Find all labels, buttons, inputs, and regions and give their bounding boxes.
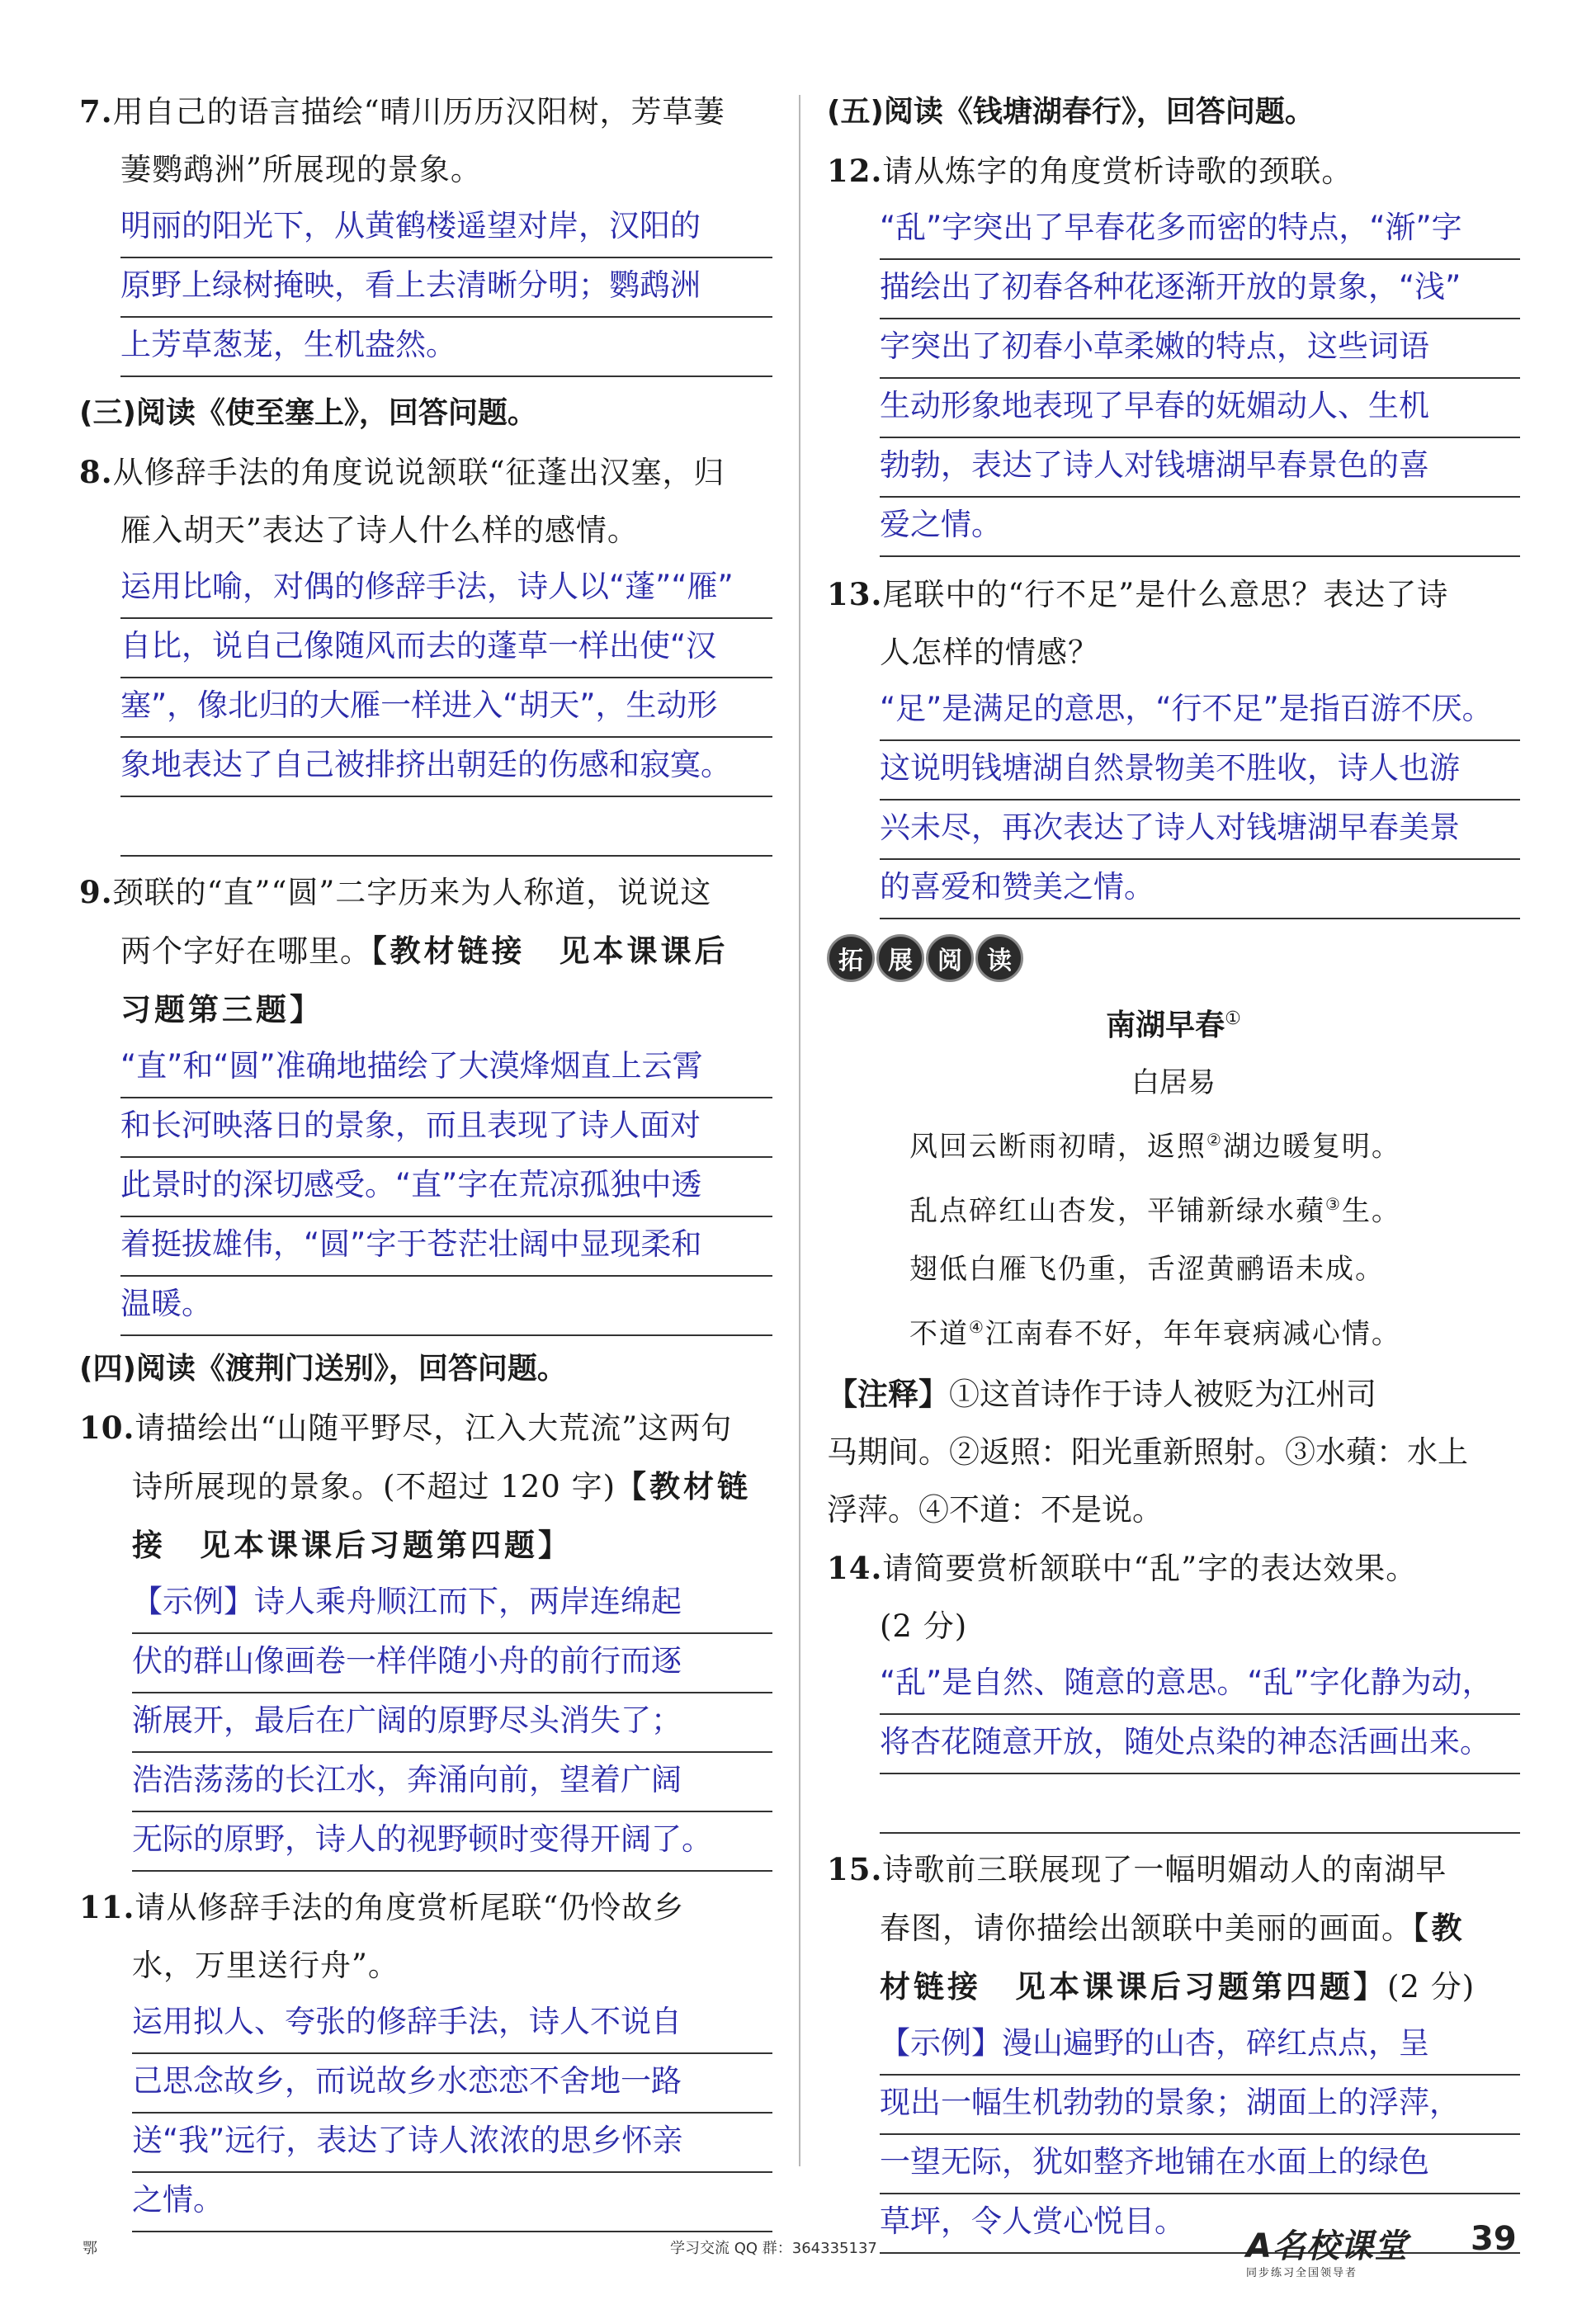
answer-11 [132,1995,772,2232]
textbook-link: 【教材链 [616,1468,752,1504]
question-text: 从修辞手法的角度说说颔联“征蓬出汉塞，归 [112,455,725,490]
answer-line: “乱”是自然、随意的意思。“乱”字化静为动， [880,1655,1520,1715]
question-text: 请描绘出“山随平野尽，江入大荒流”这两句 [135,1410,733,1446]
textbook-link: 接 见本课课后习题第四题】 [132,1527,572,1563]
textbook-link: 习题第三题】 [120,991,323,1027]
answer-line: 生动形象地表现了早春的妩媚动人、生机 [880,379,1520,438]
answer-line: 己思念故乡，而说故乡水恋恋不舍地一路 [132,2054,772,2114]
question-number: 7. [79,93,113,130]
section-5-heading: (五)阅读《钱塘湖春行》，回答问题。 [827,95,1315,129]
poem-text: 翅低白雁飞仍重，舌涩黄鹂语未成。 [909,1252,1385,1286]
answer-line: 上芳草葱茏，生机盎然。 [120,318,772,377]
answer-line: 原野上绿树掩映，看上去清晰分明；鹦鹉洲 [120,258,772,318]
poem-author: 白居易 [1131,1066,1216,1099]
notes-text: 马期间。②返照：阳光重新照射。③水蘋：水上 [827,1433,1468,1470]
column-divider [799,95,800,2166]
question-number: 14. [827,1549,883,1586]
poem-text: 江南春不好，年年衰病减心情。 [985,1316,1401,1350]
question-9 [79,863,772,1039]
question-text: 请从炼字的角度赏析诗歌的颈联。 [882,153,1353,189]
answer-13 [880,682,1520,919]
footnote-mark: ① [1225,1008,1241,1029]
question-11 [79,1878,772,1995]
question-text: 水，万里送行舟”。 [132,1948,399,1983]
question-text: 请简要赏析颔联中“乱”字的表达效果。 [882,1550,1418,1586]
question-text: 诗歌前三联展现了一幅明媚动人的南湖早 [882,1851,1447,1887]
answer-line: 这说明钱塘湖自然景物美不胜收，诗人也游 [880,741,1520,801]
poem-line [827,1111,1520,1175]
left-column [79,83,772,2232]
question-10 [79,1399,772,1575]
answer-line: “足”是满足的意思，“行不足”是指百游不厌。 [880,682,1520,741]
question-number: 11. [79,1889,135,1925]
answer-line: 此景时的深切感受。“直”字在荒凉孤独中透 [120,1158,772,1217]
answer-line: 的喜爱和赞美之情。 [880,860,1520,919]
badge-char: 阅 [926,934,974,982]
brand-logo [1246,2220,1408,2279]
answer-line: 和长河映落日的景象，而且表现了诗人面对 [120,1098,772,1158]
question-8 [79,443,772,560]
poem-line [827,1175,1520,1240]
textbook-link: 材链接 见本课课后习题第四题】 [880,1967,1387,2005]
question-number: 8. [79,454,113,490]
question-text: 春图，请你描绘出颔联中美丽的画面。 [880,1910,1413,1946]
region-mark: 鄂 [83,2240,97,2257]
answer-line: 【示例】漫山遍野的山杏，碎红点点，呈 [880,2016,1520,2076]
answer-line: 勃勃，表达了诗人对钱塘湖早春景色的喜 [880,438,1520,498]
answer-9 [120,1039,772,1336]
poem-title-text: 南湖早春 [1106,1008,1225,1042]
answer-8 [120,560,772,857]
answer-line-blank [880,1774,1520,1834]
answer-line: 现出一幅生机勃勃的景象；湖面上的浮萍， [880,2076,1520,2135]
answer-line: 将杏花随意开放，随处点染的神态活画出来。 [880,1715,1520,1774]
page-footer [0,2220,1596,2286]
answer-line-blank [120,797,772,857]
question-text: 人怎样的情感？ [880,635,1099,670]
badge-char: 读 [975,934,1023,982]
notes-text: 浮萍。④不道：不是说。 [827,1491,1163,1528]
brand-name: A名校课堂 [1246,2227,1408,2265]
answer-15 [880,2016,1520,2254]
question-text: 用自己的语言描绘“晴川历历汉阳树，芳草萋 [112,94,725,130]
answer-line: 无际的原野，诗人的视野顿时变得开阔了。 [132,1812,772,1872]
footnote-mark: ② [1206,1130,1223,1150]
answer-line: 明丽的阳光下，从黄鹤楼遥望对岸，汉阳的 [120,199,772,258]
question-number: 9. [79,874,113,910]
answer-line: 伏的群山像画卷一样伴随小舟的前行而逐 [132,1634,772,1693]
answer-line: 浩浩荡荡的长江水，奔涌向前，望着广阔 [132,1753,772,1812]
question-number: 10. [79,1410,135,1446]
footnote-mark: ③ [1325,1194,1342,1215]
question-number: 15. [827,1850,883,1887]
question-score: (2 分) [880,1608,968,1644]
answer-7 [120,199,772,377]
answer-line: 草坪，令人赏心悦目。 [880,2194,1520,2254]
question-13 [827,565,1520,682]
answer-line: “乱”字突出了早春花多而密的特点，“渐”字 [880,201,1520,260]
answer-line: 象地表达了自己被排挤出朝廷的伤感和寂寞。 [120,738,772,797]
notes-text: ①这首诗作于诗人被贬为江州司 [949,1376,1376,1412]
question-number: 13. [827,576,883,612]
page-number: 39 [1471,2220,1517,2258]
section-3-heading: (三)阅读《使至塞上》，回答问题。 [79,396,537,430]
answer-line: 着挺拔雄伟，“圆”字于苍茫壮阔中显现柔和 [120,1217,772,1277]
answer-line: 送“我”远行，表达了诗人浓浓的思乡怀亲 [132,2114,772,2173]
poem-text: 风回云断雨初晴，返照 [909,1130,1206,1164]
answer-line: 运用比喻，对偶的修辞手法，诗人以“蓬”“雁” [120,560,772,619]
poem-text: 生。 [1341,1194,1401,1228]
question-15 [827,1840,1520,2016]
answer-line: 温暖。 [120,1277,772,1336]
question-7 [79,83,772,199]
qq-group-text: 学习交流 QQ 群：364335137 [670,2240,877,2257]
right-column [827,83,1520,2254]
textbook-link: 【教 [1413,1909,1466,1946]
notes-tag: 【注释】 [827,1376,949,1412]
answer-line: 渐展开，最后在广阔的原野尽头消失了； [132,1693,772,1753]
answer-line: 爱之情。 [880,498,1520,557]
question-number: 12. [827,153,883,189]
answer-line: 兴未尽，再次表达了诗人对钱塘湖早春美景 [880,801,1520,860]
question-12 [827,142,1520,201]
answer-line: “直”和“圆”准确地描绘了大漠烽烟直上云霄 [120,1039,772,1098]
poem-text: 乱点碎红山杏发，平铺新绿水蘋 [909,1194,1325,1228]
poem-title [827,990,1520,1055]
question-text: 请从修辞手法的角度赏析尾联“仍怜故乡 [135,1890,685,1925]
answer-line: 塞”，像北归的大雁一样进入“胡天”，生动形 [120,678,772,738]
textbook-link: 【教材链接 见本课课后 [371,933,729,969]
answer-14 [880,1655,1520,1834]
brand-slogan: 同步练习全国领导者 [1246,2267,1358,2279]
answer-12 [880,201,1520,557]
question-text: 雁入胡天”表达了诗人什么样的感情。 [120,512,639,548]
question-text: 颈联的“直”“圆”二字历来为人称道，说说这 [112,875,712,910]
question-score: (2 分) [1387,1968,1476,2005]
question-text: 萋鹦鹉洲”所展现的景象。 [120,152,482,187]
poem-line [827,1240,1520,1298]
extended-reading-badge [827,934,1023,982]
question-14 [827,1539,1520,1655]
answer-line: 字突出了初春小草柔嫩的特点，这些词语 [880,319,1520,379]
question-text: 两个字好在哪里。 [120,933,371,969]
answer-line: 一望无际，犹如整齐地铺在水面上的绿色 [880,2135,1520,2194]
answer-line: 之情。 [132,2173,772,2232]
footnote-mark: ④ [969,1316,985,1337]
poem-text: 不道 [909,1316,969,1350]
poem-notes [827,1366,1520,1539]
answer-line: 自比，说自己像随风而去的蓬草一样出使“汉 [120,619,772,678]
answer-10 [132,1575,772,1872]
section-4-heading: (四)阅读《渡荆门送别》，回答问题。 [79,1352,567,1386]
poem-line [827,1298,1520,1363]
answer-line: 运用拟人、夸张的修辞手法，诗人不说自 [132,1995,772,2054]
badge-char: 展 [876,934,924,982]
answer-line: 描绘出了初春各种花逐渐开放的景象，“浅” [880,260,1520,319]
question-text: 诗所展现的景象。(不超过 120 字) [132,1469,616,1504]
answer-line: 【示例】诗人乘舟顺江而下，两岸连绵起 [132,1575,772,1634]
poem-text: 湖边暖复明。 [1222,1130,1401,1164]
badge-char: 拓 [827,934,875,982]
question-text: 尾联中的“行不足”是什么意思？表达了诗 [882,577,1449,612]
